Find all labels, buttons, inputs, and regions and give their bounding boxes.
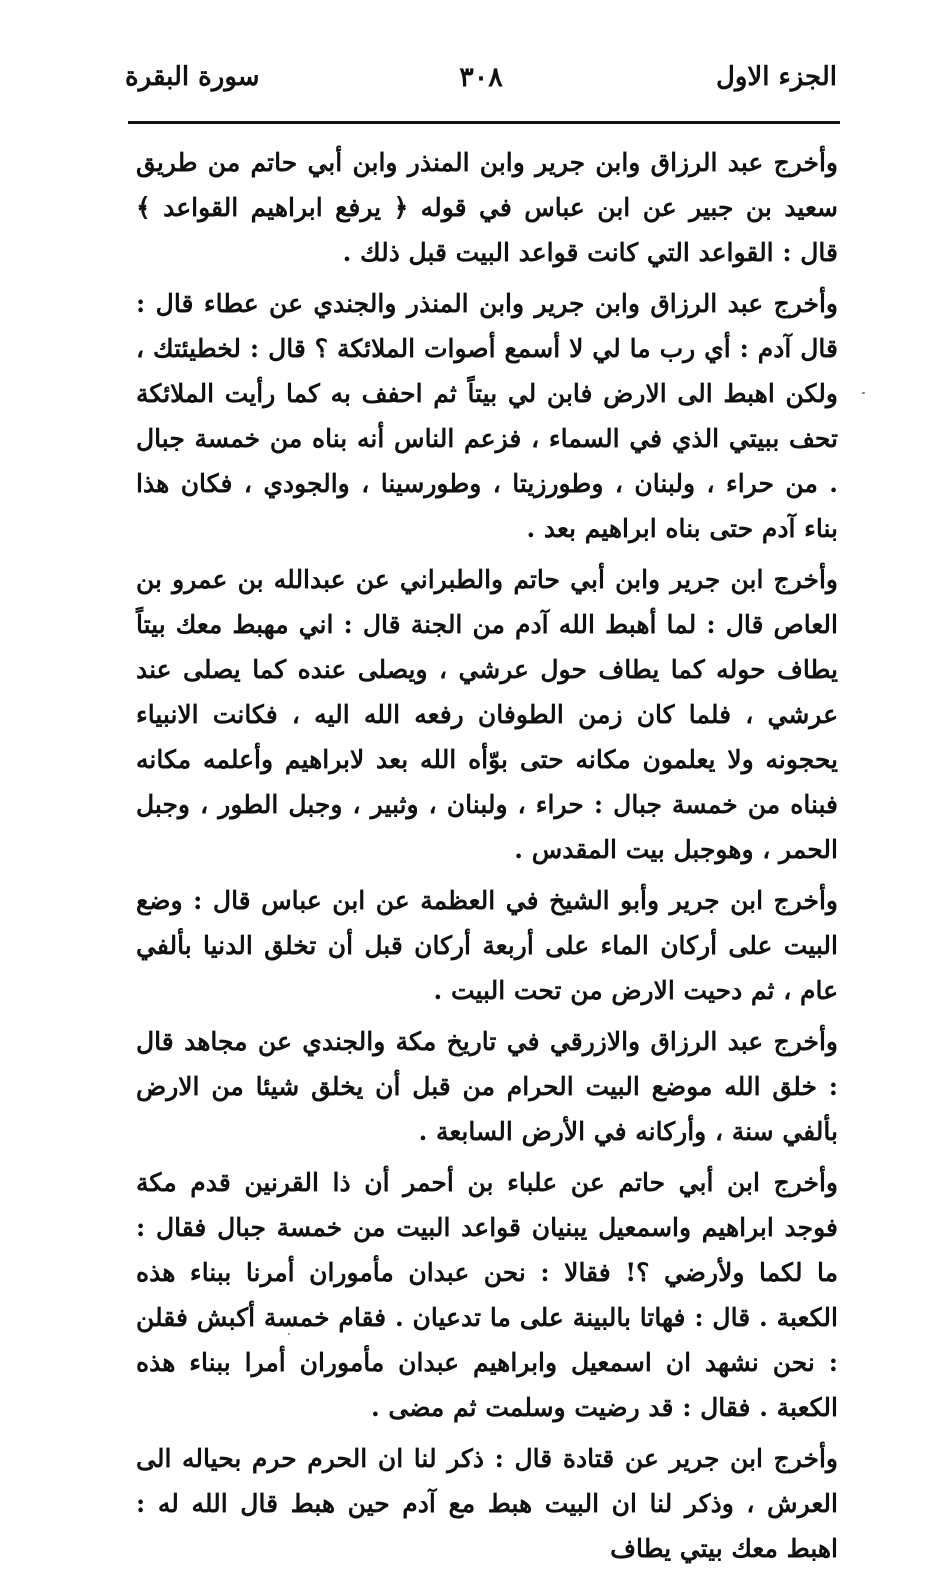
paragraph: وأخرج ابن جرير وأبو الشيخ في العظمة عن ابن عباس قال : وضع البيت على أركان الماء على أربعة أركان قبل أن تخلق الدنيا بألفي عام ، ثم دحيت الارض من تحت البيت .: [136, 886, 838, 1005]
paragraph: وأخرج ابن جرير عن قتادة قال : ذكر لنا ان الحرم حرم بحياله الى العرش ، وذكر لنا ان البيت هبط مع آدم حين هبط قال الله له : اهبط معك بيتي يطاف: [136, 1444, 838, 1563]
paragraph: وأخرج عبد الرزاق وابن جرير وابن المنذر وابن أبي حاتم من طريق سعيد بن جبير عن ابن عباس في قوله ﴿ يرفع ابراهيم القواعد ﴾ قال : القواعد التي كانت قواعد البيت قبل ذلك .: [136, 148, 838, 267]
surah-title: سورة البقرة: [125, 62, 260, 92]
header-divider: [128, 121, 840, 124]
page-header: [125, 58, 837, 108]
paragraph: وأخرج ابن أبي حاتم عن علباء بن أحمر أن ذا القرنين قدم مكة فوجد ابراهيم واسمعيل يبنيان قواعد البيت من خمسة جبال فقال : ما لكما ولأرضي ؟! فقالا : نحن عبدان مأموران أمرنا ببناء هذه الكعبة . قال : فهاتا بالبينة على ما تدعيان . فقام خمسة أكبش فقلن : نحن نشهد ان اسمعيل وابراهيم عبدان مأموران أمرا ببناء هذه الكعبة . فقال : قد رضيت وسلمت ثم مضى .: [136, 1168, 838, 1422]
body-text: [136, 140, 838, 1577]
paragraph: وأخرج عبد الرزاق وابن جرير وابن المنذر والجندي عن عطاء قال : قال آدم : أي رب ما لي لا أسمع أصوات الملائكة ؟ قال : لخطيئتك ، ولكن اهبط الى الارض فابن لي بيتاً ثم احفف به كما رأيت الملائكة تحف ببيتي الذي في السماء ، فزعم الناس أنه بناه من خمسة جبال . من حراء ، ولبنان ، وطورزيتا ، وطورسينا ، والجودي ، فكان هذا بناء آدم حتى بناه ابراهيم بعد .: [136, 289, 838, 543]
scan-speck: [288, 1333, 290, 1335]
paragraph: وأخرج عبد الرزاق والازرقي في تاريخ مكة والجندي عن مجاهد قال : خلق الله موضع البيت الحرام من قبل أن يخلق شيئا من الارض بألفي سنة ، وأركانه في الأرض السابعة .: [136, 1027, 838, 1146]
paragraph: وأخرج ابن جرير وابن أبي حاتم والطبراني عن عبدالله بن عمرو بن العاص قال : لما أهبط الله آدم من الجنة قال : اني مهبط معك بيتاً يطاف حوله كما يطاف حول عرشي ، ويصلى عنده كما يصلى عند عرشي ، فلما كان زمن الطوفان رفعه الله اليه ، فكانت الانبياء يحجونه ولا يعلمون مكانه حتى بوّأه الله بعد لابراهيم وأعلمه مكانه فبناه من خمسة جبال : حراء ، ولبنان ، وثبير ، وجبل الطور ، وجبل الحمر ، وهوجبل بيت المقدس .: [136, 565, 838, 864]
volume-title: الجزء الاول: [715, 62, 837, 92]
page-number: ٣٠٨: [459, 62, 503, 93]
scan-speck: [862, 392, 865, 394]
